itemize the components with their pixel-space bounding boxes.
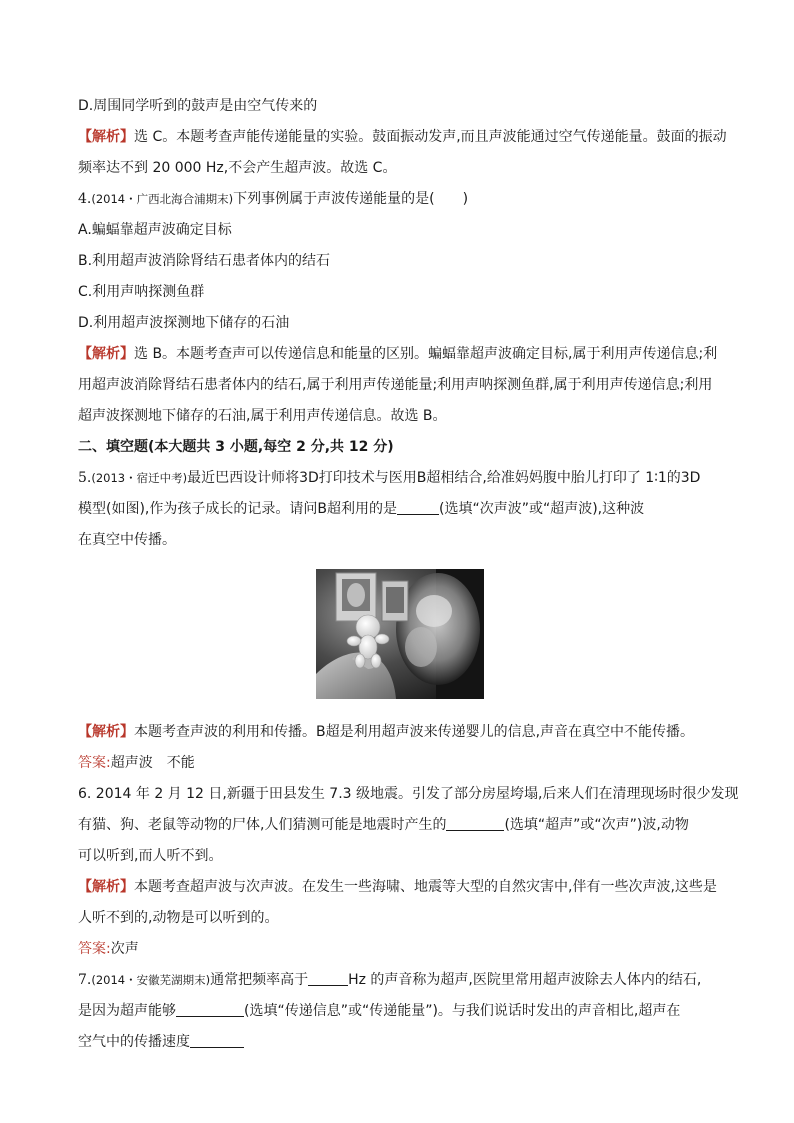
q7-stem-line-1: 7.(2014・安徽芜湖期末)通常把频率高于 Hz 的声音称为超声,医院里常用超声波除去人体内的结石, (78, 972, 702, 988)
section-heading: 二、填空题(本大题共 3 小题,每空 2 分,共 12 分) (78, 439, 394, 455)
q5-answer: 答案:超声波 不能 (78, 755, 195, 771)
q5-stem-line-3: 在真空中传播。 (78, 532, 176, 548)
q4-analysis-line-2: 用超声波消除肾结石患者体内的结石,属于利用声传递能量;利用声呐探测鱼群,属于利用声传递信息;利用 (78, 377, 713, 393)
answer-label: 答案: (78, 755, 111, 771)
q7-blank-1[interactable] (308, 971, 348, 986)
q6-answer: 答案:次声 (78, 941, 139, 957)
q6-stem-line-2: 有猫、狗、老鼠等动物的尸体,人们猜测可能是地震时产生的 (选填“超声”或“次声”)波,动物 (78, 817, 689, 833)
q4-analysis-line-3: 超声波探测地下储存的石油,属于利用声传递信息。故选 B。 (78, 408, 447, 424)
q3-analysis-line-2: 频率达不到 20 000 Hz,不会产生超声波。故选 C。 (78, 160, 397, 176)
q5-stem-line-1: 5.(2013・宿迁中考)最近巴西设计师将3D打印技术与医用B超相结合,给准妈妈腹中胎儿打印了 1∶1的3D (78, 470, 701, 486)
analysis-label: 【解析】 (78, 129, 134, 145)
q6-analysis-line-1: 【解析】本题考查超声波与次声波。在发生一些海啸、地震等大型的自然灾害中,伴有一些次声波,这些是 (78, 879, 717, 895)
q6-answer-blank[interactable] (446, 816, 504, 831)
q7-blank-3[interactable] (190, 1033, 244, 1048)
q6-stem-line-3: 可以听到,而人听不到。 (78, 848, 223, 864)
photo-illustration (316, 569, 484, 699)
q6-stem-line-1: 6. 2014 年 2 月 12 日,新疆于田县发生 7.3 级地震。引发了部分房屋垮塌,后来人们在清理现场时很少发现 (78, 786, 739, 802)
q5-source: (2013・宿迁中考) (91, 471, 188, 485)
q4-option-a: A.蝙蝠靠超声波确定目标 (78, 222, 232, 238)
q3-option-d: D.周围同学听到的鼓声是由空气传来的 (78, 98, 318, 114)
q7-stem-line-3: 空气中的传播速度 (78, 1032, 738, 1063)
q3-analysis-line-1: 【解析】选 C。本题考查声能传递能量的实验。鼓面振动发声,而且声波能通过空气传递能量。鼓面的振动 (78, 129, 727, 145)
q4-analysis-line-1: 【解析】选 B。本题考查声可以传递信息和能量的区别。蝙蝠靠超声波确定目标,属于利用声传递信息;利 (78, 346, 718, 362)
ultrasound-3d-model-photo (316, 569, 484, 699)
q7-stem-line-2: 是因为超声能够 (选填“传递信息”或“传递能量”)。与我们说话时发出的声音相比,超声在 (78, 1003, 681, 1019)
q6-analysis-line-2: 人听不到的,动物是可以听到的。 (78, 910, 279, 926)
analysis-label: 【解析】 (78, 724, 134, 740)
analysis-label: 【解析】 (78, 346, 134, 362)
q4-option-b: B.利用超声波消除肾结石患者体内的结石 (78, 253, 331, 269)
answer-label: 答案: (78, 941, 111, 957)
q7-source: (2014・安徽芜湖期末) (91, 973, 211, 987)
analysis-label: 【解析】 (78, 879, 134, 895)
q7-blank-2[interactable] (176, 1002, 244, 1017)
q4-option-c: C.利用声呐探测鱼群 (78, 284, 205, 300)
q4-option-d: D.利用超声波探测地下储存的石油 (78, 315, 290, 331)
q5-stem-line-2: 模型(如图),作为孩子成长的记录。请问B超利用的是 (选填“次声波”或“超声波),这种波 (78, 501, 645, 517)
q4-stem: 4.(2014・广西北海合浦期末)下列事例属于声波传递能量的是( ) (78, 191, 469, 207)
q5-answer-blank[interactable] (397, 500, 439, 515)
q4-source: (2014・广西北海合浦期末) (91, 192, 234, 206)
q5-analysis: 【解析】本题考查声波的利用和传播。B超是利用超声波来传递婴儿的信息,声音在真空中不能传播。 (78, 724, 695, 740)
